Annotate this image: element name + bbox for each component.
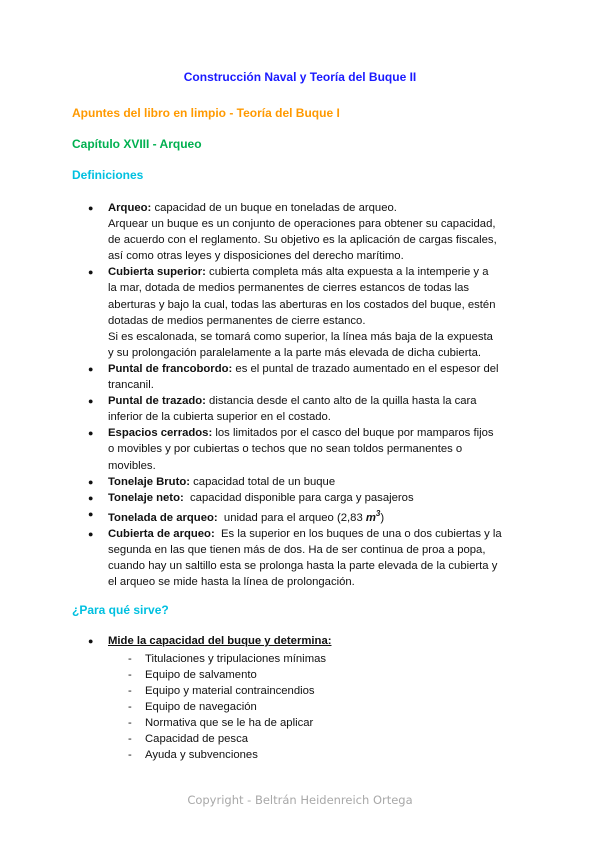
definition-first-line bbox=[108, 474, 538, 490]
purpose-sub-label: Equipo de navegación bbox=[145, 701, 257, 713]
definition-text: distancia desde el canto alto de la quilla hasta la cara bbox=[205, 395, 477, 408]
purpose-sub-label: Equipo de salvamento bbox=[145, 669, 257, 681]
purpose-sub-item bbox=[128, 731, 326, 747]
definition-text: Si es escalonada, se tomará como superior, la línea más baja de la expuesta bbox=[108, 330, 493, 343]
purpose-sub-list bbox=[128, 651, 326, 763]
definition-text: Arquear un buque es un conjunto de operaciones para obtener su capacidad, bbox=[108, 218, 496, 231]
definitions-heading: Definiciones bbox=[72, 168, 144, 182]
definition-text-line bbox=[108, 542, 538, 558]
dash-icon: - bbox=[128, 653, 132, 665]
definition-item bbox=[88, 490, 538, 506]
purpose-sub-label: Capacidad de pesca bbox=[145, 733, 249, 745]
closing-paren: ) bbox=[380, 511, 385, 524]
purpose-sub-item bbox=[128, 683, 326, 699]
bullet-icon: ● bbox=[88, 492, 94, 503]
definition-term: Tonelaje Bruto: bbox=[108, 475, 191, 488]
definition-text: cubierta completa más alta expuesta a la intemperie y a bbox=[205, 266, 489, 279]
definition-item bbox=[88, 361, 538, 393]
document-title: Construcción Naval y Teoría del Buque II bbox=[183, 70, 417, 84]
definition-text: inferior de la cubierta superior en el costado. bbox=[108, 411, 331, 424]
purpose-sub-label: Normativa que se le ha de aplicar bbox=[145, 717, 314, 729]
definition-text-line bbox=[108, 329, 538, 345]
dash-icon: - bbox=[128, 733, 132, 745]
purpose-sub-label: Equipo y material contraincendios bbox=[145, 685, 315, 697]
definition-text-line bbox=[108, 441, 538, 457]
definition-text: dotadas de medios permanentes de cierre estanco. bbox=[108, 314, 366, 327]
definition-term: Puntal de trazado: bbox=[108, 395, 206, 408]
definition-text-line bbox=[108, 458, 538, 474]
definition-first-line bbox=[108, 393, 538, 409]
chapter-heading: Capítulo XVIII - Arqueo bbox=[72, 137, 202, 151]
definition-term: Tonelada de arqueo: bbox=[108, 511, 218, 524]
definition-term: Tonelaje neto: bbox=[108, 491, 184, 504]
bullet-icon: ● bbox=[88, 636, 94, 646]
purpose-main-item bbox=[88, 633, 538, 649]
definition-term: Arqueo: bbox=[108, 202, 152, 214]
definition-text-line bbox=[108, 297, 538, 313]
definition-text-line bbox=[108, 248, 538, 264]
definition-first-line bbox=[108, 526, 538, 542]
definition-text: capacidad de un buque en toneladas de arqueo. bbox=[151, 202, 397, 214]
definition-text: cuando hay un saltillo esta se prolonga hasta la parte elevada de la cubierta y bbox=[108, 559, 498, 572]
copyright-footer: Copyright - Beltrán Heidenreich Ortega bbox=[187, 793, 413, 807]
purpose-sub-item bbox=[128, 747, 326, 763]
definition-item bbox=[88, 200, 538, 264]
definition-text: Es la superior en los buques de una o dos cubiertas y la bbox=[214, 527, 502, 540]
definition-text: el arqueo se mide hasta la línea de prolongación. bbox=[108, 575, 355, 588]
definition-text-line bbox=[108, 216, 538, 232]
definition-first-line bbox=[108, 490, 538, 506]
bullet-icon: ● bbox=[88, 267, 94, 278]
definition-first-line bbox=[108, 200, 538, 216]
definition-first-line bbox=[108, 264, 538, 280]
purpose-heading: ¿Para qué sirve? bbox=[72, 603, 169, 617]
definition-text: es el puntal de trazado aumentado en el espesor del bbox=[232, 362, 499, 375]
definition-item bbox=[88, 526, 538, 590]
definition-text-line bbox=[108, 574, 538, 590]
definition-text-line bbox=[108, 409, 538, 425]
subtitle-heading: Apuntes del libro en limpio - Teoría del Buque I bbox=[72, 106, 340, 120]
dash-icon: - bbox=[128, 749, 132, 761]
definition-text: o movibles y por cubiertas o techos que no sean toldos permanentes o bbox=[108, 443, 463, 456]
definition-text-line bbox=[108, 345, 538, 361]
definition-text-line bbox=[108, 377, 538, 393]
dash-icon: - bbox=[128, 669, 132, 681]
definition-first-line bbox=[108, 425, 538, 441]
purpose-main-label: Mide la capacidad del buque y determina: bbox=[108, 635, 332, 647]
definition-term: Espacios cerrados: bbox=[108, 427, 213, 440]
definition-text: capacidad total de un buque bbox=[190, 475, 336, 488]
definition-text-line bbox=[108, 232, 538, 248]
definition-item bbox=[88, 474, 538, 490]
definition-first-line bbox=[108, 506, 538, 526]
definition-text: trancanil. bbox=[108, 379, 154, 392]
definition-text-line bbox=[108, 280, 538, 296]
definition-item bbox=[88, 506, 538, 526]
purpose-sub-item bbox=[128, 651, 326, 667]
definition-text-line bbox=[108, 313, 538, 329]
definition-text: los limitados por el casco del buque por mamparos fijos bbox=[212, 427, 494, 440]
definition-text: así como otras leyes y disposiciones del derecho marítimo. bbox=[108, 250, 404, 263]
dash-icon: - bbox=[128, 717, 132, 729]
dash-icon: - bbox=[128, 701, 132, 713]
unit-exponent: 3 bbox=[375, 508, 381, 518]
purpose-sub-item bbox=[128, 699, 326, 715]
definition-text: unidad para el arqueo (2,83 bbox=[217, 511, 366, 524]
purpose-sub-item bbox=[128, 667, 326, 683]
definitions-list bbox=[88, 200, 538, 590]
definition-item bbox=[88, 393, 538, 425]
bullet-icon: ● bbox=[88, 203, 94, 213]
bullet-icon: ● bbox=[88, 476, 94, 487]
definition-text: la mar, dotada de medios permanentes de cierres estancos de todas las bbox=[108, 282, 470, 295]
unit-symbol: m bbox=[365, 511, 376, 524]
definition-item bbox=[88, 264, 538, 361]
definition-first-line bbox=[108, 361, 538, 377]
definition-text: y su prolongación paralelamente a la parte más elevada de dicha cubierta. bbox=[108, 346, 482, 359]
dash-icon: - bbox=[128, 685, 132, 697]
bullet-icon: ● bbox=[88, 396, 94, 407]
purpose-sub-label: Ayuda y subvenciones bbox=[145, 749, 258, 761]
definition-term: Cubierta superior: bbox=[108, 266, 206, 279]
definition-text: segunda en las que tienen más de dos. Ha de ser continua de proa a popa, bbox=[108, 543, 486, 556]
bullet-icon: ● bbox=[88, 428, 94, 439]
definition-text: capacidad disponible para carga y pasajeros bbox=[183, 491, 414, 504]
definition-text-line bbox=[108, 558, 538, 574]
definition-text: movibles. bbox=[108, 459, 156, 472]
bullet-icon: ● bbox=[88, 508, 94, 519]
purpose-sub-item bbox=[128, 715, 326, 731]
bullet-icon: ● bbox=[88, 528, 94, 539]
definition-term: Cubierta de arqueo: bbox=[108, 527, 215, 540]
definition-item bbox=[88, 425, 538, 473]
definition-text: aberturas y bajo la cual, todas las aberturas en los costados del buque, estén bbox=[108, 298, 496, 311]
definition-term: Puntal de francobordo: bbox=[108, 362, 233, 375]
bullet-icon: ● bbox=[88, 363, 94, 374]
purpose-sub-label: Titulaciones y tripulaciones mínimas bbox=[145, 653, 327, 665]
definition-text: de acuerdo con el reglamento. Su objetivo es la aplicación de cargas fiscales, bbox=[108, 234, 497, 247]
